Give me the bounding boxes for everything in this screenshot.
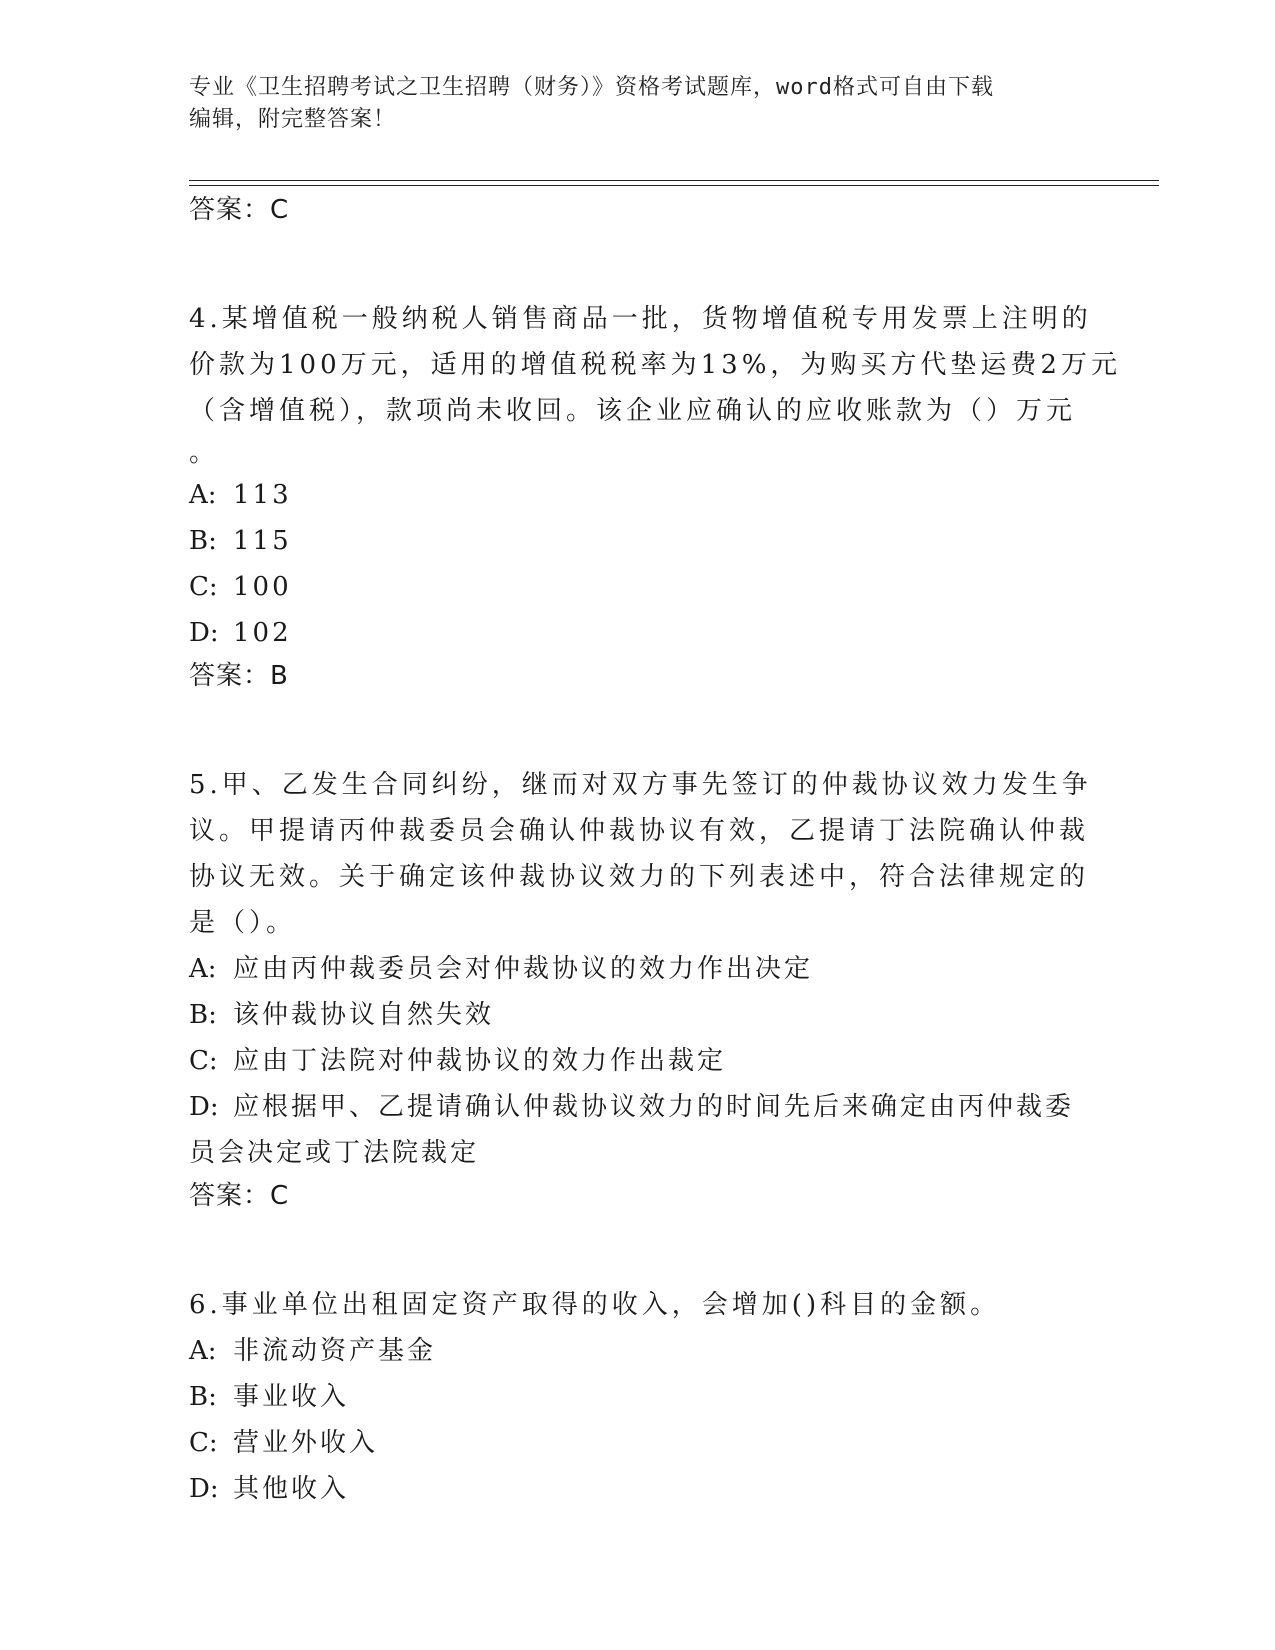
option-key: B:: [189, 1382, 217, 1412]
spacer: [189, 230, 1089, 296]
option-key: D:: [189, 1092, 219, 1122]
option-text: 营业外收入: [233, 1428, 379, 1458]
header-rule-top: [189, 180, 1159, 181]
option-text: 非流动资产基金: [233, 1336, 437, 1366]
option-text: 115: [233, 526, 292, 556]
option-text: 100: [233, 572, 292, 602]
header-line-2: 编辑，附完整答案！: [189, 107, 397, 132]
previous-answer: 答案：C: [189, 195, 290, 225]
option-a: [189, 1328, 1089, 1374]
option-text: 113: [233, 480, 292, 510]
question-text: [189, 296, 1121, 472]
option-key: A:: [189, 1336, 217, 1366]
option-b: [189, 518, 1089, 564]
option-key: D:: [189, 618, 219, 648]
option-c: [189, 564, 1089, 610]
option-text: 该仲裁协议自然失效: [233, 1000, 495, 1030]
question-line: 。: [189, 438, 220, 468]
option-text: 事业收入: [233, 1382, 350, 1412]
question-line: 协议无效。关于确定该仲裁协议效力的下列表述中，符合法律规定的: [189, 862, 1090, 892]
question-6: [189, 1282, 1089, 1512]
spacer: [189, 1216, 1089, 1282]
option-text: 应根据甲、乙提请确认仲裁协议效力的时间先后来确定由丙仲裁委: [233, 1092, 1075, 1122]
question-text: [189, 762, 1092, 946]
option-key: D:: [189, 1474, 219, 1504]
answer: 答案：C: [189, 1181, 290, 1211]
option-a: [189, 946, 1089, 992]
option-b: [189, 1374, 1089, 1420]
header-rule-bottom: [189, 185, 1159, 186]
option-text: 102: [233, 618, 292, 648]
option-key: C:: [189, 1046, 218, 1076]
question-line: 5.甲、乙发生合同纠纷，继而对双方事先签订的仲裁协议效力发生争: [189, 770, 1092, 800]
option-key: B:: [189, 526, 217, 556]
question-line: 4.某增值税一般纳税人销售商品一批，货物增值税专用发票上注明的: [189, 304, 1092, 334]
header-line-1: 专业《卫生招聘考试之卫生招聘（财务）》资格考试题库，word格式可自由下载: [189, 75, 994, 100]
option-key: C:: [189, 1428, 218, 1458]
option-c: [189, 1038, 1089, 1084]
question-line: 价款为100万元，适用的增值税税率为13%，为购买方代垫运费2万元: [189, 350, 1121, 380]
question-4: [189, 296, 1121, 696]
option-text: 其他收入: [233, 1474, 350, 1504]
content-body: [189, 190, 1121, 1512]
option-b: [189, 992, 1089, 1038]
option-a: [189, 472, 1089, 518]
question-line: 是（）。: [189, 908, 297, 938]
option-key: A:: [189, 954, 217, 984]
option-text: 应由丙仲裁委员会对仲裁协议的效力作出决定: [233, 954, 814, 984]
option-c: [189, 1420, 1089, 1466]
question-line: 6.事业单位出租固定资产取得的收入，会增加()科目的金额。: [189, 1290, 1001, 1320]
question-line: （含增值税），款项尚未收回。该企业应确认的应收账款为（）万元: [189, 396, 1077, 426]
option-d: [189, 1466, 1089, 1512]
option-d: [189, 610, 1089, 656]
page-header: [189, 72, 1069, 136]
option-text-continued: 员会决定或丁法院裁定: [189, 1138, 480, 1168]
option-d: [189, 1084, 1089, 1176]
question-line: 议。甲提请丙仲裁委员会确认仲裁协议有效，乙提请丁法院确认仲裁: [189, 816, 1090, 846]
question-text: [189, 1282, 1089, 1328]
answer: 答案：B: [189, 661, 289, 691]
option-key: B:: [189, 1000, 217, 1030]
option-text: 应由丁法院对仲裁协议的效力作出裁定: [233, 1046, 727, 1076]
option-key: C:: [189, 572, 218, 602]
question-5: [189, 762, 1092, 1216]
spacer: [189, 696, 1089, 762]
option-key: A:: [189, 480, 217, 510]
